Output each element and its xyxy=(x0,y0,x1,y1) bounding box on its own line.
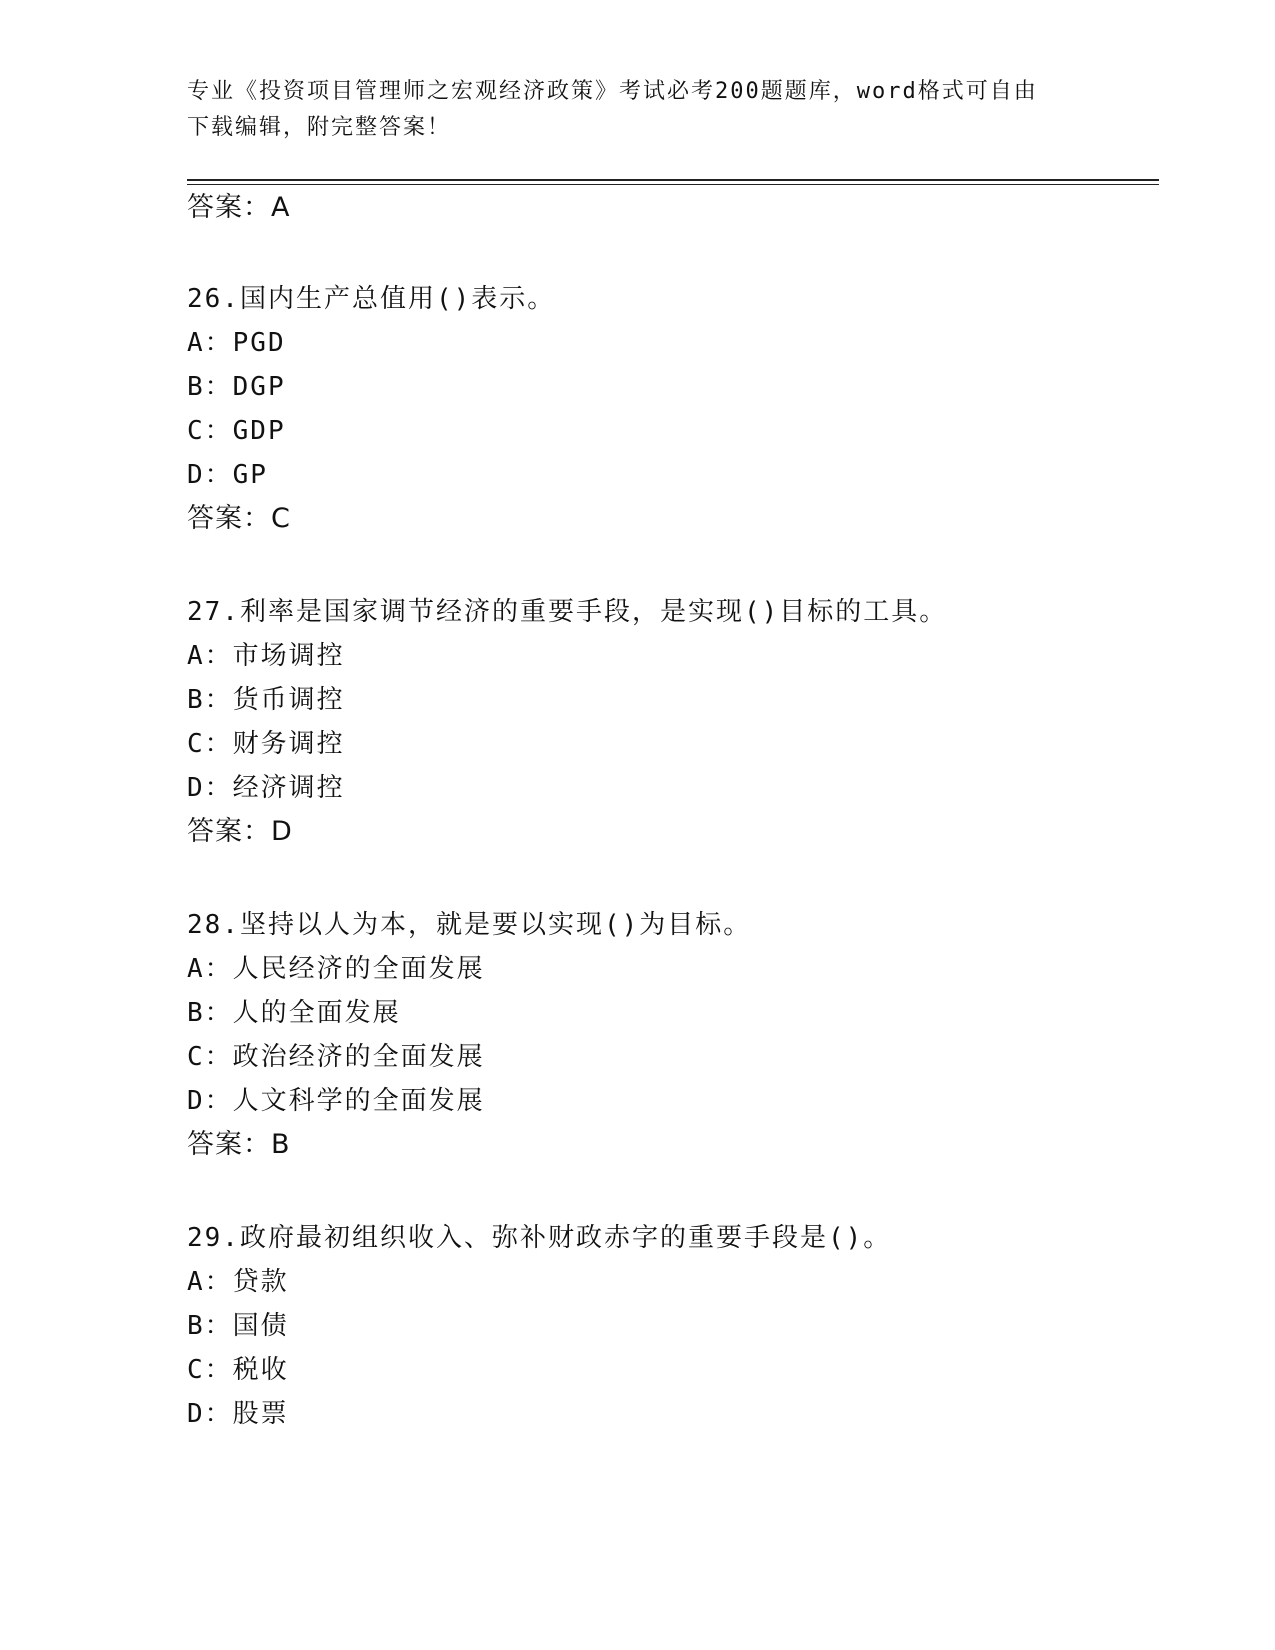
question-27-option-a: A：市场调控 xyxy=(187,641,345,671)
question-29-option-a: A：贷款 xyxy=(187,1267,289,1297)
question-27-option-b: B：货币调控 xyxy=(187,685,345,715)
question-26-option-d: D：GP xyxy=(187,460,268,490)
question-28-stem: 28.坚持以人为本，就是要以实现()为目标。 xyxy=(187,910,752,940)
question-27-answer: 答案：D xyxy=(187,816,293,847)
question-27-stem: 27.利率是国家调节经济的重要手段，是实现()目标的工具。 xyxy=(187,597,948,627)
header-line-1: 专业《投资项目管理师之宏观经济政策》考试必考200题题库，word格式可自由 xyxy=(187,79,1038,104)
question-28-option-d: D：人文科学的全面发展 xyxy=(187,1086,485,1116)
question-29-option-b: B：国债 xyxy=(187,1311,289,1341)
question-28-answer: 答案：B xyxy=(187,1129,291,1160)
question-29-option-c: C：税收 xyxy=(187,1355,289,1385)
question-28-option-b: B：人的全面发展 xyxy=(187,998,401,1028)
question-28-option-a: A：人民经济的全面发展 xyxy=(187,954,485,984)
header-rule-thin xyxy=(187,184,1159,185)
question-26-stem: 26.国内生产总值用()表示。 xyxy=(187,284,556,314)
question-28-option-c: C：政治经济的全面发展 xyxy=(187,1042,485,1072)
document-header xyxy=(187,74,1087,146)
question-29-option-d: D：股票 xyxy=(187,1399,289,1429)
question-26-answer: 答案：C xyxy=(187,503,291,534)
question-27-option-c: C：财务调控 xyxy=(187,729,345,759)
header-rule-thick xyxy=(187,179,1159,181)
question-27-option-d: D：经济调控 xyxy=(187,773,345,803)
question-29-stem: 29.政府最初组织收入、弥补财政赤字的重要手段是()。 xyxy=(187,1223,892,1253)
question-26-option-b: B：DGP xyxy=(187,372,286,402)
header-line-2: 下载编辑，附完整答案！ xyxy=(187,115,452,140)
question-26-option-a: A：PGD xyxy=(187,328,286,358)
question-26-option-c: C：GDP xyxy=(187,416,286,446)
previous-answer: 答案：A xyxy=(187,192,291,223)
